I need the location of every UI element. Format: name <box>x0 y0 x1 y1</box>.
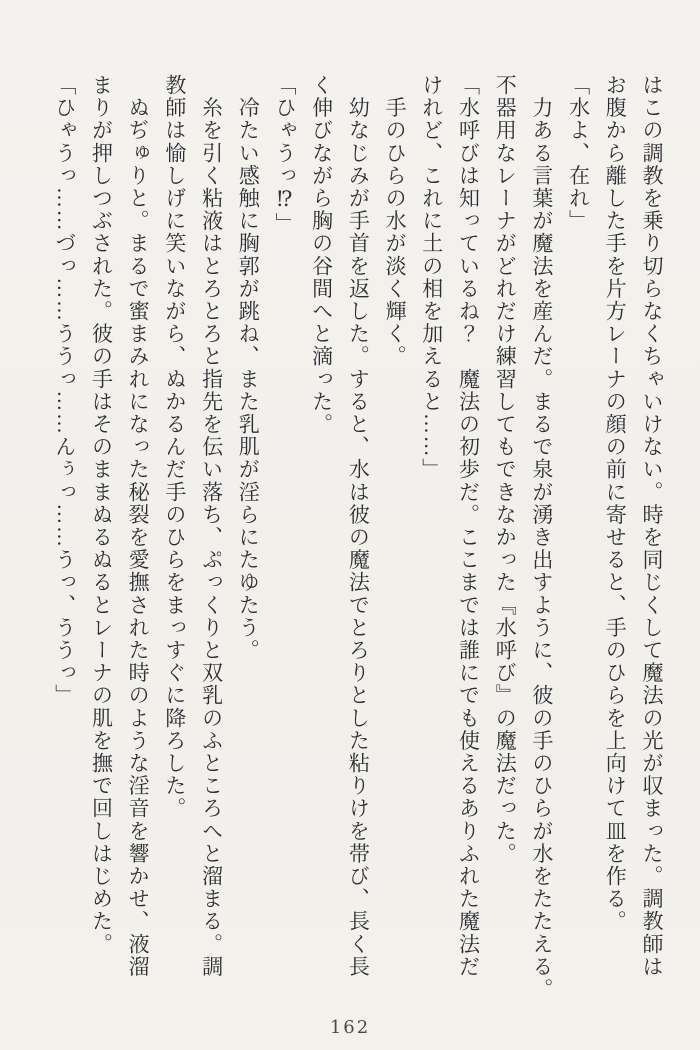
text-column: 「水よ、在れ」 <box>566 74 591 233</box>
text-column: 手のひらの水が淡く輝く。 <box>383 74 408 368</box>
text-column: 「ひゃうっ⁉」 <box>272 74 297 236</box>
text-column: まりが押しつぶされた。彼の手はそのままぬるぬるとレーナの肌を撫で回しはじめた。 <box>89 74 114 956</box>
text-column: 教師は愉しげに笑いながら、ぬかるんだ手のひらをまっすぐに降ろした。 <box>162 74 187 820</box>
text-column: 冷たい感触に胸郭が跳ね、また乳肌が淫らにたゆたう。 <box>236 74 261 662</box>
text-column: 糸を引く粘液はとろとろと指先を伝い落ち、ぷっくりと双乳のふところへと溜まる。調 <box>199 74 224 978</box>
text-column: ぬぢゅりと。まるで蜜まみれになった秘裂を愛撫された時のような淫音を響かせ、液溜 <box>126 74 151 978</box>
text-column: 「ひゃうっ……づっ……ううっ……んぅっ……うっ、ううっ」 <box>52 74 77 707</box>
text-column: 幼なじみが手首を返した。すると、水は彼の魔法でとろりとした粘りけを帯び、長く長 <box>346 74 371 978</box>
text-column: く伸びながら胸の谷間へと滴った。 <box>309 74 334 436</box>
text-column: けれど、これに土の相を加えると……」 <box>419 74 444 481</box>
text-column: 力ある言葉が魔法を産んだ。まるで泉が湧き出すように、彼の手のひらが水をたたえる。 <box>529 74 554 1001</box>
page-number: 162 <box>329 1017 371 1038</box>
vertical-text-block <box>46 74 670 1001</box>
text-column: はこの調教を乗り切らなくちゃいけない。時を同じくして魔法の光が収まった。調教師は <box>640 74 664 978</box>
text-column: お腹から離した手を片方レーナの顔の前に寄せると、手のひらを上向けて皿を作る。 <box>603 74 628 933</box>
text-column: 「水呼びは知っているね？ 魔法の初歩だ。ここまでは誰にでも使えるありふれた魔法だ <box>456 74 481 978</box>
text-column: 不器用なレーナがどれだけ練習してもできなかった『水呼び』の魔法だった。 <box>493 74 518 865</box>
